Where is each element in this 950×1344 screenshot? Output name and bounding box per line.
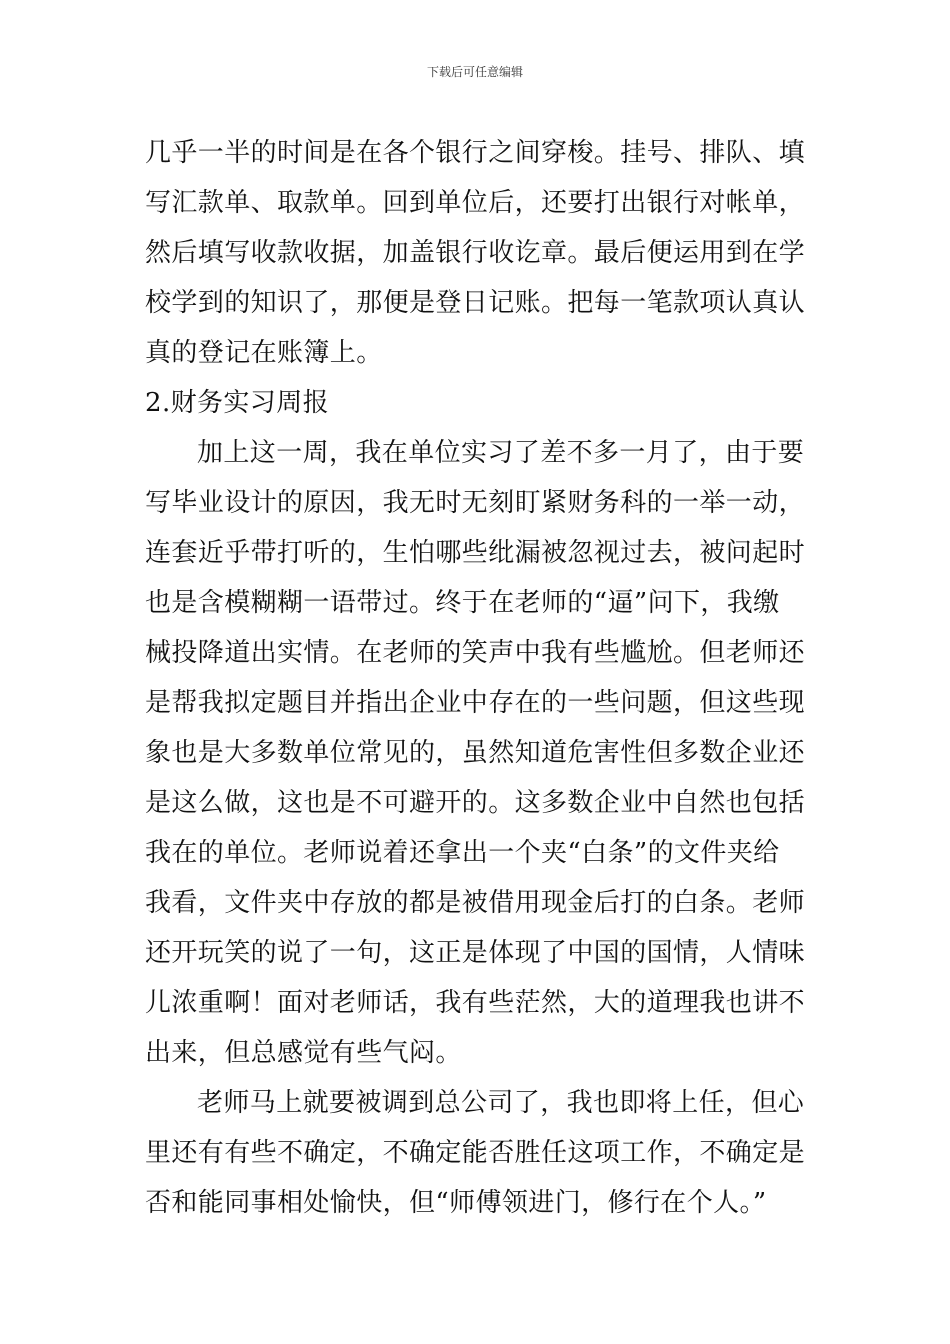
text-line: 加上这一周，我在单位实习了差不多一月了，由于要 [197, 438, 805, 468]
section-heading [145, 378, 810, 428]
text-line: 老师马上就要被调到总公司了，我也即将上任，但心 [197, 1088, 805, 1118]
text-line: 象也是大多数单位常见的，虽然知道危害性但多数企业还 [145, 738, 806, 768]
text-line: 几乎一半的时间是在各个银行之间穿梭。挂号、排队、填 [145, 138, 806, 168]
text-line: 儿浓重啊！面对老师话，我有些茫然，大的道理我也讲不 [145, 988, 806, 1018]
text-line: 是这么做，这也是不可避开的。这多数企业中自然也包括 [145, 788, 806, 818]
text-line: 写毕业设计的原因，我无时无刻盯紧财务科的一举一动， [145, 488, 806, 518]
text-line: 写汇款单、取款单。回到单位后，还要打出银行对帐单， [145, 188, 806, 218]
text-line: 校学到的知识了，那便是登日记账。把每一笔款项认真认 [145, 288, 806, 318]
text-line: 我在的单位。老师说着还拿出一个夹“白条”的文件夹给 [145, 838, 780, 868]
text-line: 连套近乎带打听的，生怕哪些纰漏被忽视过去，被问起时 [145, 538, 806, 568]
text-line: 我看，文件夹中存放的都是被借用现金后打的白条。老师 [145, 888, 806, 918]
paragraph-continuation [145, 128, 810, 378]
text-line: 里还有有些不确定，不确定能否胜任这项工作，不确定是 [145, 1138, 806, 1168]
paragraph-teacher-transfer [145, 1078, 810, 1228]
paragraph-weekly-report [145, 428, 810, 1078]
text-line: 否和能同事相处愉快，但“师傅领进门，修行在个人。” [145, 1188, 767, 1218]
document-body [145, 128, 810, 1228]
text-line: 然后填写收款收据，加盖银行收讫章。最后便运用到在学 [145, 238, 806, 268]
text-line: 2.财务实习周报 [145, 388, 330, 418]
text-line: 还开玩笑的说了一句，这正是体现了中国的国情，人情味 [145, 938, 806, 968]
text-line: 也是含模糊糊一语带过。终于在老师的“逼”问下，我缴 [145, 588, 780, 618]
text-line: 是帮我拟定题目并指出企业中存在的一些问题，但这些现 [145, 688, 806, 718]
page-header: 下载后可任意编辑 [426, 65, 523, 79]
text-line: 真的登记在账簿上。 [145, 338, 383, 368]
text-line: 械投降道出实情。在老师的笑声中我有些尴尬。但老师还 [145, 638, 806, 668]
text-line: 出来，但总感觉有些气闷。 [145, 1038, 462, 1068]
